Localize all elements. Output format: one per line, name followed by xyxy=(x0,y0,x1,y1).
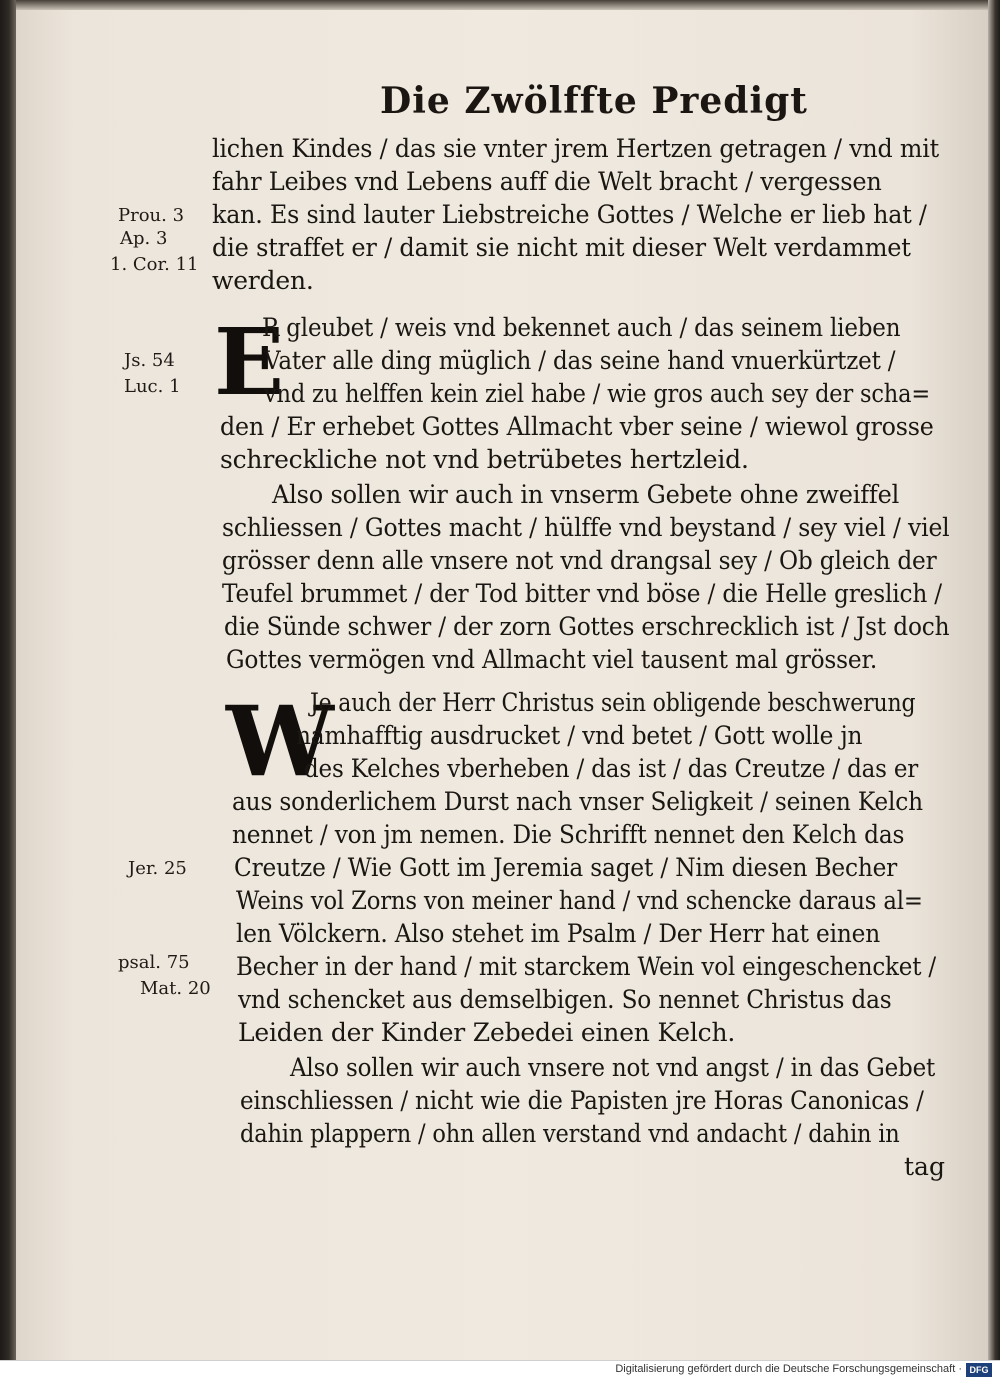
text-line: dahin plappern / ohn allen verstand vnd andacht / dahin in xyxy=(240,1119,900,1148)
margin-note: Mat. 20 xyxy=(140,978,211,999)
text-line: Gottes vermögen vnd Allmacht viel tausent mal grösser. xyxy=(226,645,878,674)
catchword: tag xyxy=(904,1152,945,1181)
running-head: Die Zwölffte Predigt xyxy=(380,80,808,122)
text-line: vnd zu helffen kein ziel habe / wie gros auch sey der scha= xyxy=(264,379,930,408)
dfg-logo: DFG xyxy=(966,1363,992,1377)
text-line: Weins vol Zorns von meiner hand / vnd schencke daraus al= xyxy=(236,886,923,915)
text-line: die Sünde schwer / der zorn Gottes erschrecklich ist / Jst doch xyxy=(224,612,950,641)
text-line: len Völckern. Also stehet im Psalm / Der Herr hat einen xyxy=(236,919,881,948)
text-line: einschliessen / nicht wie die Papisten jre Horas Canonicas / xyxy=(240,1086,924,1115)
margin-note: Js. 54 xyxy=(124,350,175,371)
text-line: die straffet er / damit sie nicht mit dieser Welt verdammet xyxy=(212,233,911,262)
text-line: schreckliche not vnd betrübetes hertzleid. xyxy=(220,445,749,474)
margin-note: Ap. 3 xyxy=(120,228,168,249)
text-line: Je auch der Herr Christus sein obligende beschwerung xyxy=(310,688,916,717)
margin-note: Jer. 25 xyxy=(128,858,187,879)
text-line: schliessen / Gottes macht / hülffe vnd beystand / sey viel / viel xyxy=(222,513,950,542)
text-line: fahr Leibes vnd Lebens auff die Welt bracht / vergessen xyxy=(212,167,882,196)
page-right-edge xyxy=(988,0,1000,1360)
text-line: Creutze / Wie Gott im Jeremia saget / Nim diesen Becher xyxy=(234,853,898,882)
text-line: Teufel brummet / der Tod bitter vnd böse / die Helle greslich / xyxy=(222,579,942,608)
page-left-edge xyxy=(0,0,16,1360)
page-top-edge xyxy=(16,0,988,10)
footer-bar xyxy=(0,1360,1000,1380)
text-line: R gleubet / weis vnd bekennet auch / das seinem lieben xyxy=(262,313,901,342)
text-line: den / Er erhebet Gottes Allmacht vber seine / wiewol grosse xyxy=(220,412,934,441)
text-line: vnd schencket aus demselbigen. So nennet Christus das xyxy=(238,985,892,1014)
funding-note: Digitalisierung gefördert durch die Deutsche Forschungsgemeinschaft · xyxy=(615,1363,962,1375)
margin-note: Luc. 1 xyxy=(124,376,181,397)
initial-letter: E xyxy=(214,308,285,416)
margin-note: Prou. 3 xyxy=(118,205,185,226)
text-line: Also sollen wir auch in vnserm Gebete ohne zweiffel xyxy=(272,480,900,509)
text-line: aus sonderlichem Durst nach vnser Seligkeit / seinen Kelch xyxy=(232,787,923,816)
text-line: grösser denn alle vnsere not vnd drangsal sey / Ob gleich der xyxy=(222,546,937,575)
text-line: namhafftig ausdrucket / vnd betet / Gott wolle jn xyxy=(296,721,863,750)
initial-letter: W xyxy=(226,685,334,798)
text-line: des Kelches vberheben / das ist / das Creutze / das er xyxy=(304,754,919,783)
margin-note: 1. Cor. 11 xyxy=(110,254,199,275)
text-line: Becher in der hand / mit starckem Wein vol eingeschencket / xyxy=(236,952,936,981)
text-line: Vater alle ding müglich / das seine hand vnuerkürtzet / xyxy=(264,346,896,375)
text-line: lichen Kindes / das sie vnter jrem Hertzen getragen / vnd mit xyxy=(212,134,940,163)
text-line: Also sollen wir auch vnsere not vnd angst / in das Gebet xyxy=(290,1053,936,1082)
text-line: nennet / von jm nemen. Die Schrifft nennet den Kelch das xyxy=(232,820,905,849)
margin-note: psal. 75 xyxy=(118,952,190,973)
text-line: werden. xyxy=(212,266,314,295)
text-line: Leiden der Kinder Zebedei einen Kelch. xyxy=(238,1018,736,1047)
text-line: kan. Es sind lauter Liebstreiche Gottes / Welche er lieb hat / xyxy=(212,200,927,229)
